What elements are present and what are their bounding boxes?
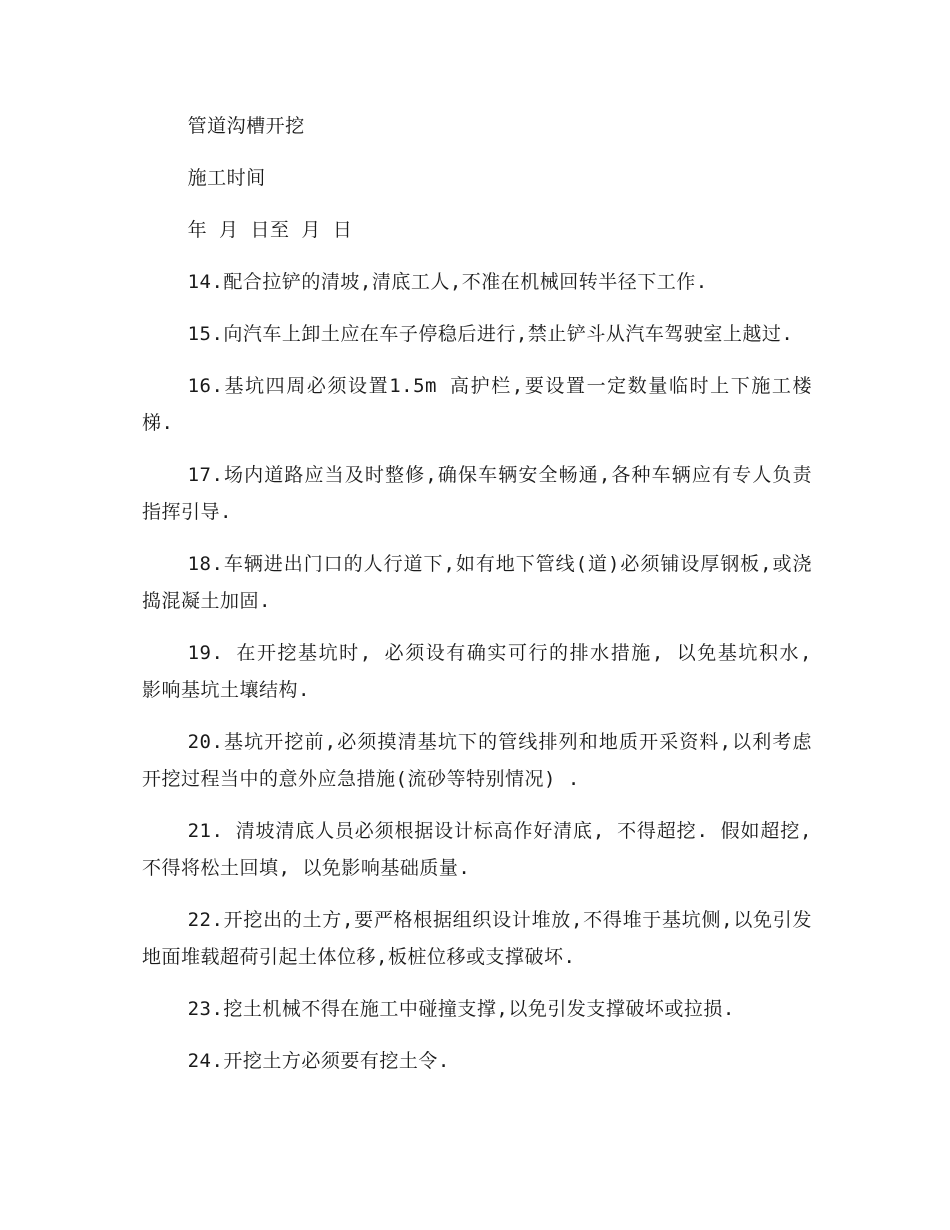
rule-item-15: 15.向汽车上卸土应在车子停稳后进行,禁止铲斗从汽车驾驶室上越过. xyxy=(187,323,794,345)
rule-item-16: 16.基坑四周必须设置1.5m 高护栏,要设置一定数量临时上下施工楼梯. xyxy=(142,375,812,434)
date-range-line: 年 月 日至 月 日 xyxy=(187,219,353,241)
rule-item-20: 20.基坑开挖前,必须摸清基坑下的管线排列和地质开采资料,以利考虑开挖过程当中的意外应急措施(流砂等特别情况) . xyxy=(142,731,812,790)
rule-item-17: 17.场内道路应当及时整修,确保车辆安全畅通,各种车辆应有专人负责指挥引导. xyxy=(142,464,812,523)
rule-item-22: 22.开挖出的土方,要严格根据组织设计堆放,不得堆于基坑侧,以免引发地面堆载超荷引起土体位移,板桩位移或支撑破坏. xyxy=(142,909,812,968)
rule-item-14: 14.配合拉铲的清坡,清底工人,不准在机械回转半径下工作. xyxy=(187,271,708,293)
construction-time-label: 施工时间 xyxy=(187,167,266,189)
rule-item-23: 23.挖土机械不得在施工中碰撞支撑,以免引发支撑破坏或拉损. xyxy=(187,998,735,1020)
document-body xyxy=(142,108,812,1095)
rule-item-21: 21. 清坡清底人员必须根据设计标高作好清底, 不得超挖. 假如超挖, 不得将松土回填, 以免影响基础质量. xyxy=(142,820,812,879)
rule-item-24: 24.开挖土方必须要有挖土令. xyxy=(187,1050,450,1072)
rule-item-19: 19. 在开挖基坑时, 必须设有确实可行的排水措施, 以免基坑积水, 影响基坑土壤结构. xyxy=(142,642,812,701)
section-title: 管道沟槽开挖 xyxy=(187,115,305,137)
rule-item-18: 18.车辆进出门口的人行道下,如有地下管线(道)必须铺设厚钢板,或浇捣混凝土加固. xyxy=(142,553,812,612)
